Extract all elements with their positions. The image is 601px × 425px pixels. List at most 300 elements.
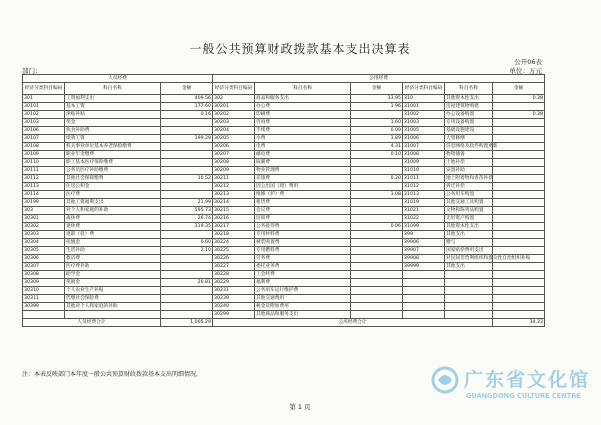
col-header-name: 科目名称 bbox=[255, 83, 351, 95]
cell-public-amount bbox=[351, 239, 403, 247]
cell-capital-name: 国家赔偿费用支出 bbox=[445, 247, 493, 255]
cell-capital-code bbox=[403, 271, 445, 279]
cell-capital-name: 土地补偿 bbox=[445, 159, 493, 167]
cell-capital-code: 31002 bbox=[403, 111, 445, 119]
cell-personnel-name: 救济费 bbox=[65, 255, 161, 263]
cell-public-amount: 1.60 bbox=[351, 119, 403, 127]
cell-public-amount bbox=[351, 263, 403, 271]
table-row bbox=[23, 135, 545, 143]
cell-personnel-amount bbox=[161, 231, 213, 239]
cell-public-name: 被装购置费 bbox=[255, 239, 351, 247]
personnel-total-label: 人员经费合计 bbox=[23, 319, 161, 327]
cell-public-code: 30218 bbox=[213, 231, 255, 239]
cell-public-amount bbox=[351, 295, 403, 303]
cell-capital-name: 公务用车购置 bbox=[445, 191, 493, 199]
cell-personnel-name: 津贴补贴 bbox=[65, 111, 161, 119]
cell-personnel-amount: 2.10 bbox=[161, 247, 213, 255]
cell-personnel-code: 30306 bbox=[23, 255, 65, 263]
table-row bbox=[23, 287, 545, 295]
table-row bbox=[23, 199, 545, 207]
watermark-cn-text: 广东省文化馆 bbox=[464, 369, 591, 391]
table-row bbox=[23, 175, 545, 183]
cell-personnel-amount: 21.99 bbox=[161, 199, 213, 207]
totals-row bbox=[23, 319, 545, 327]
cell-personnel-name: 住房公积金 bbox=[65, 183, 161, 191]
cell-capital-name: 信息网络及软件购置更新 bbox=[446, 144, 498, 149]
cell-capital-name bbox=[445, 303, 493, 311]
cell-public-amount bbox=[351, 279, 403, 287]
cell-personnel-code: 30399 bbox=[23, 303, 65, 311]
table-row bbox=[23, 183, 545, 191]
cell-capital-amount bbox=[493, 303, 545, 311]
cell-personnel-name: 其他工资福利支出 bbox=[65, 199, 161, 207]
cell-capital-name: 物资储备 bbox=[445, 151, 493, 159]
cell-capital-name: 地上附着物和青苗补偿 bbox=[446, 176, 493, 181]
cell-capital-name: 拆迁补偿 bbox=[445, 183, 493, 191]
cell-public-amount bbox=[351, 255, 403, 263]
col-header-amount: 金额 bbox=[161, 83, 213, 95]
cell-capital-name: 专用设备购置 bbox=[445, 119, 493, 127]
cell-personnel-name: 其他社会保障缴费 bbox=[65, 175, 161, 183]
cell-personnel-code bbox=[23, 311, 65, 319]
cell-personnel-code: 30108 bbox=[23, 143, 65, 151]
cell-public-amount: 1.96 bbox=[351, 103, 403, 111]
cell-public-name: 培训费 bbox=[255, 215, 351, 223]
page-number: 第 1 页 bbox=[289, 403, 311, 411]
cell-public-name: 维修（护）费 bbox=[255, 191, 351, 199]
table-row bbox=[23, 215, 545, 223]
cell-personnel-code: 30106 bbox=[23, 127, 65, 135]
table-note: 注：本表反映部门本年度一般公共预算财政拨款基本支出明细情况。 bbox=[22, 371, 203, 378]
cell-personnel-code: 30113 bbox=[23, 183, 65, 191]
cell-personnel-name: 伙食补助费 bbox=[65, 127, 161, 135]
cell-public-code: 30239 bbox=[213, 295, 255, 303]
cell-capital-name: 其他交通工具购置 bbox=[445, 199, 493, 207]
cell-capital-amount bbox=[493, 271, 545, 279]
cell-capital-name: 安置补助 bbox=[445, 167, 493, 175]
cell-public-code: 302 bbox=[213, 95, 255, 103]
cell-public-amount: 0.09 bbox=[351, 127, 403, 135]
table-row bbox=[23, 239, 545, 247]
cell-public-name: 物业管理费 bbox=[255, 167, 351, 175]
cell-personnel-code: 30302 bbox=[23, 223, 65, 231]
cell-capital-amount bbox=[493, 175, 545, 183]
cell-personnel-name: 工资福利支出 bbox=[65, 95, 161, 103]
cell-personnel-amount: 199.29 bbox=[161, 135, 213, 143]
cell-public-amount bbox=[351, 159, 403, 167]
cell-public-amount bbox=[351, 247, 403, 255]
cell-capital-amount bbox=[493, 127, 545, 135]
cell-public-code: 30211 bbox=[213, 175, 255, 183]
cell-capital-code: 31001 bbox=[403, 103, 445, 111]
cell-personnel-name: 绩效工资 bbox=[65, 135, 161, 143]
cell-public-name: 税金及附加费用 bbox=[255, 303, 351, 311]
cell-personnel-amount: 595.73 bbox=[161, 207, 213, 215]
cell-capital-amount bbox=[493, 143, 545, 151]
cell-personnel-amount: 319.35 bbox=[161, 223, 213, 231]
cell-personnel-amount bbox=[161, 303, 213, 311]
cell-capital-code: 31021 bbox=[403, 207, 445, 215]
cell-public-amount bbox=[351, 287, 403, 295]
table-row bbox=[23, 103, 545, 111]
cell-public-amount bbox=[351, 111, 403, 119]
cell-public-code: 30206 bbox=[213, 143, 255, 151]
cell-personnel-name: 机关事业单位基本养老保险缴费 bbox=[65, 143, 161, 151]
cell-personnel-name: 医疗费 bbox=[65, 191, 161, 199]
cell-capital-code: 31012 bbox=[403, 183, 445, 191]
cell-personnel-name: 奖金 bbox=[65, 119, 161, 127]
cell-personnel-amount bbox=[161, 255, 213, 263]
cell-personnel-name: 个人农业生产补贴 bbox=[65, 287, 161, 295]
table-row bbox=[23, 159, 545, 167]
cell-public-code: 30225 bbox=[213, 247, 255, 255]
cell-public-amount bbox=[351, 183, 403, 191]
cell-capital-code: 31003 bbox=[403, 119, 445, 127]
cell-capital-code: 310 bbox=[403, 95, 445, 103]
cell-public-name: 差旅费 bbox=[255, 175, 351, 183]
cell-personnel-code: 30109 bbox=[23, 151, 65, 159]
cell-personnel-amount bbox=[161, 127, 213, 135]
cell-capital-amount bbox=[493, 311, 545, 319]
cell-capital-amount bbox=[493, 183, 545, 191]
cell-personnel-amount bbox=[161, 287, 213, 295]
cell-capital-name: 其他资本性支出 bbox=[445, 223, 493, 231]
cell-personnel-name: 医疗费补助 bbox=[65, 263, 161, 271]
cell-capital-amount bbox=[493, 119, 545, 127]
cell-personnel-amount: 26.81 bbox=[161, 279, 213, 287]
col-header-code: 经济分类科目编码 bbox=[23, 83, 65, 95]
cell-personnel-name: 其他对个人和家庭的补助 bbox=[65, 303, 161, 311]
cell-personnel-code: 30308 bbox=[23, 271, 65, 279]
cell-public-code: 30201 bbox=[213, 103, 255, 111]
cell-public-name: 因公出国（境）费用 bbox=[255, 183, 351, 191]
expenditure-table bbox=[22, 74, 545, 327]
cell-capital-amount bbox=[493, 247, 545, 255]
cell-personnel-code: 30305 bbox=[23, 247, 65, 255]
cell-capital-amount bbox=[493, 151, 545, 159]
cell-capital-name bbox=[445, 295, 493, 303]
table-row bbox=[23, 167, 545, 175]
cell-personnel-amount: 0.16 bbox=[161, 111, 213, 119]
cell-personnel-name: 退休费 bbox=[65, 223, 161, 231]
cell-public-amount: 4.31 bbox=[351, 143, 403, 151]
cell-public-code: 30299 bbox=[213, 311, 255, 319]
cell-public-code: 30231 bbox=[213, 287, 255, 295]
cell-public-amount bbox=[351, 231, 403, 239]
cell-personnel-name: 奖励金 bbox=[65, 279, 161, 287]
cell-capital-code: 31007 bbox=[403, 143, 445, 151]
group-header-row bbox=[23, 75, 545, 83]
cell-public-amount bbox=[351, 215, 403, 223]
cell-public-amount: 0.06 bbox=[351, 223, 403, 231]
cell-public-name: 手续费 bbox=[255, 127, 351, 135]
cell-public-name: 咨询费 bbox=[255, 119, 351, 127]
personnel-group-header: 人员经费 bbox=[23, 75, 213, 83]
cell-public-amount bbox=[351, 167, 403, 175]
cell-personnel-amount bbox=[161, 151, 213, 159]
cell-capital-amount bbox=[493, 287, 545, 295]
cell-public-code: 30203 bbox=[213, 119, 255, 127]
cell-personnel-code: 30103 bbox=[23, 119, 65, 127]
cell-public-amount: 0.20 bbox=[351, 175, 403, 183]
cell-personnel-amount bbox=[161, 167, 213, 175]
cell-public-amount bbox=[351, 311, 403, 319]
table-row bbox=[23, 95, 545, 103]
cell-capital-code: 31019 bbox=[403, 199, 445, 207]
cell-capital-code: 31022 bbox=[403, 215, 445, 223]
cell-public-amount bbox=[351, 207, 403, 215]
table-row bbox=[23, 143, 545, 151]
cell-personnel-amount bbox=[161, 183, 213, 191]
cell-capital-code: 39907 bbox=[403, 247, 445, 255]
cell-public-name: 印刷费 bbox=[255, 111, 351, 119]
table-row bbox=[23, 231, 545, 239]
col-header-code: 经济分类科目编码 bbox=[213, 83, 255, 95]
col-header-amount: 金额 bbox=[493, 83, 545, 95]
table-row bbox=[23, 111, 545, 119]
table-row bbox=[23, 311, 545, 319]
col-header-code: 经济分类科目编码 bbox=[403, 83, 445, 95]
cell-personnel-amount: 26.74 bbox=[161, 215, 213, 223]
cell-capital-amount bbox=[493, 215, 545, 223]
table-row bbox=[23, 271, 545, 279]
table-row bbox=[23, 247, 545, 255]
public-total-label: 公用经费合计 bbox=[213, 319, 493, 327]
cell-capital-amount: 0.28 bbox=[493, 111, 545, 119]
table-row bbox=[23, 303, 545, 311]
cell-capital-code bbox=[403, 311, 445, 319]
cell-capital-code: 31009 bbox=[403, 159, 445, 167]
cell-capital-name bbox=[445, 287, 493, 295]
cell-personnel-code: 30199 bbox=[23, 199, 65, 207]
cell-personnel-name: 离休费 bbox=[65, 215, 161, 223]
cell-public-code: 30208 bbox=[213, 159, 255, 167]
cell-capital-code: 31006 bbox=[403, 135, 445, 143]
cell-public-name: 劳务费 bbox=[255, 255, 351, 263]
cell-capital-code: 31099 bbox=[403, 223, 445, 231]
cell-capital-code: 31011 bbox=[403, 175, 445, 183]
cell-personnel-name: 职工基本医疗保险缴费 bbox=[65, 159, 161, 167]
cell-public-name: 电费 bbox=[255, 143, 351, 151]
cell-capital-code: 399 bbox=[403, 231, 445, 239]
cell-public-name: 水费 bbox=[255, 135, 351, 143]
cell-capital-name bbox=[445, 311, 493, 319]
cell-public-amount: 33.95 bbox=[351, 95, 403, 103]
table-row bbox=[23, 255, 545, 263]
col-header-amount: 金额 bbox=[351, 83, 403, 95]
cell-public-code: 30240 bbox=[213, 303, 255, 311]
cell-personnel-amount bbox=[161, 295, 213, 303]
cell-personnel-code: 30112 bbox=[23, 175, 65, 183]
cell-public-code: 30216 bbox=[213, 215, 255, 223]
cell-capital-name: 大型修缮 bbox=[445, 135, 493, 143]
cell-capital-name: 对民间非营利组织和群众性自治组织补贴 bbox=[446, 256, 531, 261]
cell-public-code: 30217 bbox=[213, 223, 255, 231]
cell-capital-amount bbox=[493, 103, 545, 111]
cell-public-code: 30212 bbox=[213, 183, 255, 191]
cell-personnel-code: 30101 bbox=[23, 103, 65, 111]
cell-personnel-amount: 409.56 bbox=[161, 95, 213, 103]
cell-personnel-code: 30303 bbox=[23, 231, 65, 239]
cell-personnel-code: 30114 bbox=[23, 191, 65, 199]
cell-public-name: 福利费 bbox=[255, 279, 351, 287]
cell-personnel-code: 30311 bbox=[23, 295, 65, 303]
cell-capital-amount bbox=[493, 199, 545, 207]
cell-capital-name: 无形资产购置 bbox=[445, 215, 493, 223]
cell-personnel-name: 生活补助 bbox=[65, 247, 161, 255]
cell-personnel-code: 30111 bbox=[23, 167, 65, 175]
cell-capital-code bbox=[403, 295, 445, 303]
cell-public-name: 邮电费 bbox=[255, 151, 351, 159]
cell-personnel-amount: 10.52 bbox=[161, 175, 213, 183]
col-header-name: 科目名称 bbox=[445, 83, 493, 95]
personnel-total-amount: 1,005.29 bbox=[161, 319, 213, 327]
watermark-logo bbox=[426, 363, 601, 423]
table-row bbox=[23, 151, 545, 159]
cell-public-name: 其他交通费用 bbox=[255, 295, 351, 303]
cell-personnel-code: 30301 bbox=[23, 215, 65, 223]
cell-personnel-name: 代缴社会保险费 bbox=[65, 295, 161, 303]
cell-capital-amount bbox=[493, 231, 545, 239]
report-title: 一般公共预算财政拨款基本支出决算表 bbox=[189, 42, 411, 56]
cell-public-code: 30215 bbox=[213, 207, 255, 215]
cell-personnel-code: 30309 bbox=[23, 279, 65, 287]
cell-personnel-name bbox=[65, 311, 161, 319]
cell-capital-code: 39999 bbox=[403, 263, 445, 271]
cell-capital-name bbox=[445, 271, 493, 279]
table-row bbox=[23, 295, 545, 303]
cell-public-code: 30207 bbox=[213, 151, 255, 159]
cell-capital-amount bbox=[493, 167, 545, 175]
column-header-row bbox=[23, 83, 545, 95]
cell-capital-code: 31013 bbox=[403, 191, 445, 199]
cell-personnel-name: 公务员医疗补助缴费 bbox=[65, 167, 161, 175]
department-label: 部门： bbox=[22, 67, 42, 75]
cell-public-amount: 1.08 bbox=[351, 191, 403, 199]
col-header-name: 科目名称 bbox=[65, 83, 161, 95]
form-number: 公开06表 bbox=[514, 58, 542, 66]
cell-public-code: 30209 bbox=[213, 167, 255, 175]
cell-personnel-name: 退职（役）费 bbox=[65, 231, 161, 239]
cell-capital-amount bbox=[493, 207, 545, 215]
cell-personnel-amount bbox=[161, 271, 213, 279]
cell-capital-name: 文物和陈列品购置 bbox=[445, 207, 493, 215]
cell-public-name: 会议费 bbox=[255, 207, 351, 215]
cell-personnel-code: 30310 bbox=[23, 287, 65, 295]
unit-label: 单位：万元 bbox=[509, 67, 542, 75]
cell-public-name: 取暖费 bbox=[255, 159, 351, 167]
cell-capital-name bbox=[445, 279, 493, 287]
watermark-en-text: GUANGDONG CULTURE CENTRE bbox=[466, 392, 581, 400]
table-row bbox=[23, 263, 545, 271]
cell-public-code: 30214 bbox=[213, 199, 255, 207]
table-row bbox=[23, 279, 545, 287]
cell-public-name: 专用材料费 bbox=[255, 231, 351, 239]
cell-public-code: 30229 bbox=[213, 279, 255, 287]
cell-capital-amount: 0.28 bbox=[493, 95, 545, 103]
cell-personnel-code: 303 bbox=[23, 207, 65, 215]
public-group-header: 公用经费 bbox=[213, 75, 545, 83]
cell-personnel-code: 30307 bbox=[23, 263, 65, 271]
cell-capital-code: 31005 bbox=[403, 127, 445, 135]
cell-public-name: 租赁费 bbox=[255, 199, 351, 207]
cell-capital-code: 31010 bbox=[403, 167, 445, 175]
table-row bbox=[23, 207, 545, 215]
cell-public-code: 30202 bbox=[213, 111, 255, 119]
cell-capital-code: 39908 bbox=[403, 255, 445, 263]
cell-personnel-code: 301 bbox=[23, 95, 65, 103]
cell-capital-name: 其他支出 bbox=[445, 231, 493, 239]
cell-public-amount: 1.89 bbox=[351, 135, 403, 143]
cell-public-name: 专用燃料费 bbox=[255, 247, 351, 255]
cell-personnel-name: 对个人和家庭的补助 bbox=[65, 207, 161, 215]
cell-personnel-amount bbox=[161, 263, 213, 271]
culture-centre-emblem-icon bbox=[430, 365, 460, 395]
cell-personnel-amount bbox=[161, 159, 213, 167]
cell-capital-amount bbox=[493, 263, 545, 271]
cell-personnel-code: 30102 bbox=[23, 111, 65, 119]
cell-public-amount bbox=[351, 199, 403, 207]
cell-personnel-amount: 177.60 bbox=[161, 103, 213, 111]
cell-capital-amount bbox=[493, 191, 545, 199]
cell-capital-code bbox=[403, 303, 445, 311]
cell-personnel-amount: 0.60 bbox=[161, 239, 213, 247]
cell-capital-code: 31008 bbox=[403, 151, 445, 159]
cell-capital-amount bbox=[493, 135, 545, 143]
cell-public-code: 30227 bbox=[213, 263, 255, 271]
cell-personnel-amount bbox=[161, 143, 213, 151]
cell-capital-amount bbox=[493, 223, 545, 231]
cell-personnel-name: 抚恤金 bbox=[65, 239, 161, 247]
cell-personnel-amount bbox=[161, 191, 213, 199]
cell-capital-code bbox=[403, 287, 445, 295]
cell-personnel-amount bbox=[161, 119, 213, 127]
cell-capital-name: 赠与 bbox=[445, 239, 493, 247]
public-total-amount: 34.23 bbox=[493, 319, 545, 327]
cell-public-code: 30204 bbox=[213, 127, 255, 135]
cell-public-code: 30228 bbox=[213, 271, 255, 279]
cell-personnel-amount bbox=[161, 311, 213, 319]
cell-public-name: 公务接待费 bbox=[255, 223, 351, 231]
table-row bbox=[23, 223, 545, 231]
table-row bbox=[23, 191, 545, 199]
cell-personnel-code: 30110 bbox=[23, 159, 65, 167]
cell-personnel-name: 职业年金缴费 bbox=[65, 151, 161, 159]
cell-public-amount bbox=[351, 303, 403, 311]
table-row bbox=[23, 127, 545, 135]
cell-public-code: 30224 bbox=[213, 239, 255, 247]
cell-public-code: 30226 bbox=[213, 255, 255, 263]
cell-capital-name: 其他资本性支出 bbox=[445, 95, 493, 103]
cell-capital-amount bbox=[493, 279, 545, 287]
cell-capital-code bbox=[403, 279, 445, 287]
cell-capital-amount bbox=[493, 295, 545, 303]
cell-public-name: 公务用车运行维护费 bbox=[255, 287, 351, 295]
cell-personnel-code: 30304 bbox=[23, 239, 65, 247]
table-row bbox=[23, 119, 545, 127]
cell-capital-name: 办公设备购置 bbox=[445, 111, 493, 119]
cell-public-name: 其他商品和服务支出 bbox=[255, 311, 351, 319]
cell-public-amount bbox=[351, 271, 403, 279]
cell-public-name: 办公费 bbox=[255, 103, 351, 111]
cell-public-code: 30205 bbox=[213, 135, 255, 143]
cell-capital-name: 房屋建筑物购建 bbox=[445, 103, 493, 111]
cell-public-name: 委托业务费 bbox=[255, 263, 351, 271]
cell-personnel-name: 助学金 bbox=[65, 271, 161, 279]
cell-public-name: 工会经费 bbox=[255, 271, 351, 279]
cell-public-code: 30213 bbox=[213, 191, 255, 199]
cell-personnel-code: 30107 bbox=[23, 135, 65, 143]
